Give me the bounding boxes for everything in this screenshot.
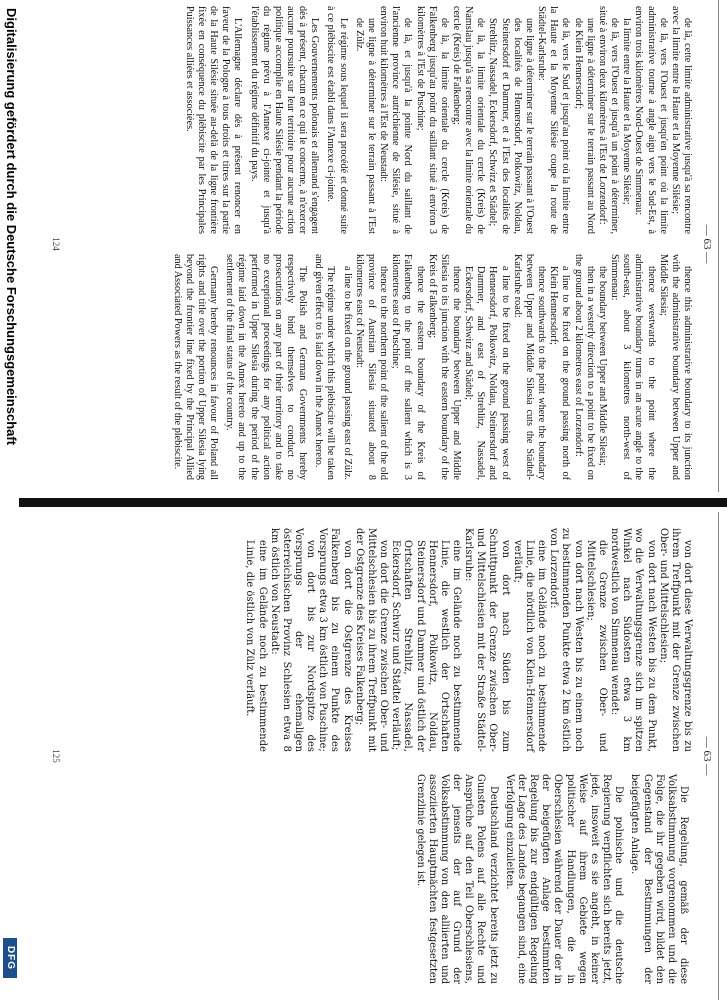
- english-paragraph: a line to be fixed on the ground passing east of Zülz.: [341, 266, 353, 480]
- english-paragraph: a line to be fixed on the ground passing west of Hennersdorf, Polkowitz, Noldau, Steinersdorf and Dammer, and east of Strehlitz, Nassadel, Eckersdorf, Schwirz and Städtel;: [463, 266, 511, 480]
- dfg-logo: DFG: [3, 938, 17, 978]
- french-paragraph: Les Gouvernements polonais et allemand s'engagent dès à présent, chacun en ce qui le concerne, à n'exercer aucune poursuite sur leur territoire pour aucune action politique accomplie en Haute Silésie pendant la période du régime prévu à l'Annexe ci-jointe et jusqu'à l'établissement du régime définitif du pays.: [248, 6, 321, 234]
- page-number-top: — 63 —: [701, 224, 713, 264]
- english-paragraph: thence this administrative boundary to its junction with the administrative boundary between Upper and Middle Silesia;: [657, 254, 693, 480]
- page-number-bottom: 124: [51, 237, 61, 251]
- french-paragraph: de là, la limite orientale du cercle (Kreis) de Falkenberg jusqu'au point du saillant situé à environ 3 kilomètres à l'Est de Puschine;: [414, 6, 450, 234]
- german-paragraph: die Grenze zwischen Ober- und Mittelschlesien;: [584, 540, 608, 752]
- french-paragraph: une ligne à déterminer sur le terrain passant au Nord de Klein Hennersdorf;: [572, 18, 596, 234]
- right-page: [19, 512, 719, 1000]
- german-paragraph: von dort die Grenze zwischen Ober- und Mittelschlesien bis zu ihrem Treffpunkt mit der Ostgrenze des Kreises Falkenberg;: [353, 528, 390, 752]
- english-column: [170, 254, 693, 480]
- french-paragraph: de là, vers l'Ouest et jusqu'à un point à déterminer, situé à environ deux kilomètres à l'Est de Lorzendorf:: [596, 6, 621, 234]
- french-paragraph: de là, vers l'Ouest et jusqu'en point où la limite administrative tourne à angle aigu vers le Sud-Est, à environ trois kilomètres Nord-Ouest de Simmenau:: [633, 6, 669, 234]
- page-rule: [718, 512, 719, 1000]
- english-paragraph: then in a westerly direction to a point to be fixed on the ground about 2 kilometres east of Lorzendorf:: [572, 254, 596, 480]
- footer-text: Digitalisierung gefördert durch die Deutsche Forschungsgemeinschaft: [4, 8, 19, 446]
- german-paragraph: von dort nach Westen bis zu dem Punkt, wo die Verwaltungsgrenze sich im spitzen Winkel nach Südosten etwa 3 km nordwestlich von Simmenau wendet:: [609, 528, 657, 752]
- german-paragraph: Deutschland verzichtet bereits jetzt zu Gunsten Polens auf alle Rechte und Ansprüche auf den Teil Oberschlesiens, der jenseits der auf Grund der Volksabstimmung von den alliierten und assoziierten Hauptmächten festgesetzten Grenzlinie gelegen ist.: [414, 774, 499, 984]
- german-paragraph: von dort bis zur Nordspitze des Vorsprungs der ehemaligen österreichischen Provinz Schlesien etwa 8 km östlich von Neustadt:: [268, 528, 317, 752]
- english-paragraph: The Polish and German Governments hereby respectively bind themselves to conduct no prosecutions on any part of their territory and to take no exceptional proceedings for any political action performed in Upper Silesia during the period of the régime laid down in the Annex hereto and up to the settlement of the final status of the country.: [224, 254, 309, 480]
- german-paragraph: von dort diese Verwaltungsgrenze bis zu ihrem Treffpunkt mit der Grenze zwischen Ober- und Mittelschlesien;: [657, 528, 693, 752]
- english-paragraph: the boundary between Upper and Middle Silesia;: [596, 266, 608, 466]
- book-gutter: [0, 498, 727, 507]
- german-paragraph: eine im Gelände noch zu bestimmende Linie, die westlich der Ortschaften Hennersdorf, Polkowitz, Noldau, Steinersdorf und Dammer und östlich der Ortschaften Strehlitz, Nassadel, Eckersdorf, Schwirz und Städtel verläuft;: [390, 540, 463, 752]
- german-paragraph: Die Regelung, gemäß der diese Volksabstimmung vorgenommen und die Folge, die ihr gegeben wird, bildet den Gegenstand der Bestimmungen der beigefügten Anlage.: [629, 774, 689, 984]
- left-page: [19, 0, 719, 492]
- english-paragraph: The régime under which this plebiscite will be taken and given effect to is laid down in the Annex hereto.: [313, 254, 337, 480]
- french-paragraph: une ligne à déterminer sur le terrain passant à l'Est de Zülz.: [353, 18, 377, 234]
- german-column-continued: [414, 774, 693, 984]
- french-paragraph: une ligne à déterminer sur le terrain passant à l'Ouest des localités de Hennersdorf, Polkowitz, Noldau, Steinersdorf et Dammer, et à l'Est des localités de Strehlitz, Nassadel, Eckersdorf, Schwirz et Städtel;: [487, 18, 535, 234]
- english-paragraph: a line to be fixed on the ground passing north of Klein Hennersdorf;: [548, 266, 572, 480]
- german-paragraph: von dort nach Süden bis zum Schnittpunkt der Grenze zwischen Ober- und Mittelschlesien mit der Straße Städtel-Karlsruhe:: [463, 528, 511, 752]
- german-paragraph: Die polnische und die deutsche Regierung verpflichten sich bereits jetzt, jede, insoweit es sie angeht, in keiner Weise auf ihrem Gebiete wegen politischer Handlungen, die in Oberschlesien während der Dauer der in der beigefügten Anlage bestimmten Regelung bis zur endgültigen Regelung der Lage des Landes begangen sind, eine Verfolgung einzuleiten.: [503, 774, 625, 984]
- french-paragraph: L'Allemagne déclare dès à présent renoncer en faveur de la Pologne à tous droits et titres sur la partie de la Haute Silésie située au-delà de la ligne frontière fixée en conséquence du plébiscite par les Principales Puissances alliées et associées.: [183, 6, 244, 234]
- french-paragraph: Le régime sous lequel il sera procédé et donné suite à ce plébiscite est établi dans l'Annexe ci-jointe.: [325, 6, 349, 234]
- french-paragraph: de là, cette limite administrative jusqu'à sa rencontre avec la limite entre la Haute et la Moyenne Silésie;: [669, 6, 693, 234]
- english-paragraph: thence westwards to the point where the administrative boundary turns in an acute angle to the south-east, about 3 kilometres north-west of Simmenau:: [609, 254, 657, 480]
- german-paragraph: von dort nach Westen bis zu einem noch zu bestimmenden Punkte etwa 2 km östlich von Lorzendorf:: [548, 528, 584, 752]
- german-column: [243, 528, 693, 752]
- french-paragraph: de là, et jusqu'à la pointe Nord du saillant de l'ancienne province autrichienne de Silésie, situé à environ huit kilomètres à l'Est de Neustadt:: [378, 6, 414, 234]
- french-paragraph: de là, vers le Sud et jusqu'au point où la limite entre la Haute et la Moyenne Silésie coupe la route de Städtel-Karlsruhe:: [536, 6, 572, 234]
- page-number-top: — 63 —: [701, 736, 713, 776]
- french-paragraph: la limite entre la Haute et la Moyenne Silésie;: [621, 18, 633, 205]
- english-paragraph: thence the boundary between Upper and Middle Silesia to its junction with the eastern boundary of the Kreis of Falkenberg;: [426, 254, 463, 480]
- french-column: [183, 6, 693, 234]
- german-paragraph: von dort die Ostgrenze des Kreises Falkenberg bis zu einem Punkte des Vorsprungs etwa 3 km östlich von Puschine;: [317, 528, 353, 752]
- digitization-footer: [0, 0, 19, 1000]
- english-paragraph: thence southwards to the point where the boundary between Upper and Middle Silesia cuts the Städtel-Karlsruhe road:: [511, 254, 548, 480]
- page-rule: [718, 0, 719, 492]
- german-paragraph: eine im Gelände noch zu bestimmende Linie, die östlich von Zülz verläuft.: [244, 540, 268, 752]
- german-paragraph: eine im Gelände noch zu bestimmende Linie, die nördlich von Klein-Hennersdorf verläuft;: [511, 540, 548, 752]
- page-number-bottom: 125: [51, 749, 61, 763]
- english-paragraph: thence the eastern boundary of the Kreis of Falkenberg to the point of the salient which is 3 kilometres east of Puschine;: [390, 254, 426, 480]
- english-paragraph: thence to the northern point of the salient of the old province of Austrian Silesia situated about 8 kilometres east of Neustadt:: [353, 254, 390, 480]
- french-paragraph: de là, la limite orientale du cercle (Kreis) de Namslau jusqu'à sa rencontre avec la limite orientale du cercle (Kreis) de Falkenberg;: [451, 6, 487, 234]
- english-paragraph: Germany hereby renounces in favour of Poland all rights and title over the portion of Upper Silesia lying beyond the frontier line fixed by the Principal Allied and Associated Powers as the result of the plebiscite.: [171, 254, 220, 480]
